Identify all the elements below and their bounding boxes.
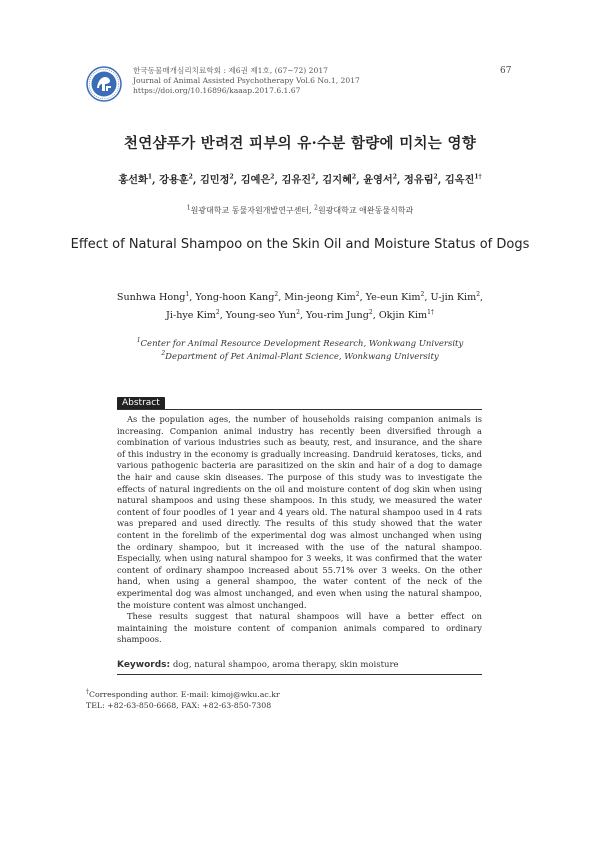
abstract-divider xyxy=(117,409,482,410)
abstract-label: Abstract xyxy=(117,397,165,410)
keywords-label: Keywords: xyxy=(117,660,171,670)
journal-name-en: Journal of Animal Assisted Psychotherapy Vol.6 No.1, 2017 xyxy=(133,76,360,85)
doi-link[interactable]: https://doi.org/10.16896/kaaap.2017.6.1.67 xyxy=(133,86,301,95)
keywords-divider xyxy=(117,674,482,675)
corresponding-author-footnote xyxy=(86,689,280,711)
title-korean: 천연샴푸가 반려견 피부의 유·수분 함량에 미치는 영향 xyxy=(123,135,477,152)
authors-korean: 홍선화$^1$, 강용훈$^2$, 김민정$^2$, 김예은$^2$, 김유진$^2$, 김지혜$^2$, 윤영서$^2$, 정유림$^2$, 김옥진$^{1\dagger}$ xyxy=(118,173,482,186)
journal-name-ko: 한국동물매개심리치료학회 : 제6권 제1호, (67~72) 2017 xyxy=(133,66,329,75)
abstract-paragraph: These results suggest that natural shampoos will have a better effect on maintaining the moisture content of companion animals compared to ordinary shampoos. xyxy=(117,611,482,645)
abstract-body xyxy=(117,414,482,646)
keywords xyxy=(117,660,482,670)
keywords-text: dog, natural shampoo, aroma therapy, skin moisture xyxy=(172,660,399,670)
affiliations-korean: $^1$원광대학교 동물자원개발연구센터, $^2$원광대학교 애완동물식학과 xyxy=(186,204,414,215)
journal-info xyxy=(133,66,360,96)
corresponding-phone: TEL: +82-63-850-6668, FAX: +82-63-850-7308 xyxy=(86,701,272,710)
dagger-marker: † xyxy=(86,688,89,696)
page-number: 67 xyxy=(500,66,512,76)
title-english: Effect of Natural Shampoo on the Skin Oil and Moisture Status of Dogs xyxy=(70,237,530,252)
abstract-paragraph: As the population ages, the number of households raising companion animals is increasing. Companion animal industry has recently been diversified through a combination of various industries such as beauty, rest, and insurance, and the share of this industry in the economy is gradually increasing. Dandruid keratoses, ticks, and various pathogenic bacteria are parasitized on the skin and hair of a dog to damage the hair and cause skin diseases. The purpose of this study was to investigate the effects of natural ingredients on the oil and moisture content of dog skin when using natural shampoos and using these shampoos. In this study, we measured the water content of four poodles of 1 year and 4 years old. The natural shampoo used in 4 rats was prepared and used directly. The results of this study showed that the water content in the forelimb of the experimental dog was almost unchanged when using the ordinary shampoo, but it increased with the use of the natural shampoo. Especially, when using natural shampoo for 3 weeks, it was confirmed that the water content of ordinary shampoo increased about 55.71% over 3 weeks. On the other hand, when using a general shampoo, the water content of the neck of the experimental dog was almost unchanged, and even when using the natural shampoo, the moisture content was almost unchanged. xyxy=(117,414,482,610)
corresponding-email: Corresponding author. E-mail: kimoj@wku.ac.kr xyxy=(89,690,280,699)
journal-logo xyxy=(86,66,122,102)
affiliations-english: $^1$Center for Animal Resource Development Research, Wonkwang University $^2$Department of Pet Animal-Plant Science, Wonkwang University xyxy=(136,337,464,362)
authors-english: Sunhwa Hong$^1$, Yong-hoon Kang$^2$, Min-jeong Kim$^2$, Ye-eun Kim$^2$, U-jin Kim$^2$, Ji-hye Kim$^2$, Young-seo Yun$^2$, You-rim Jung$^2$, Okjin Kim$^{1\dagger}$ xyxy=(116,290,484,321)
